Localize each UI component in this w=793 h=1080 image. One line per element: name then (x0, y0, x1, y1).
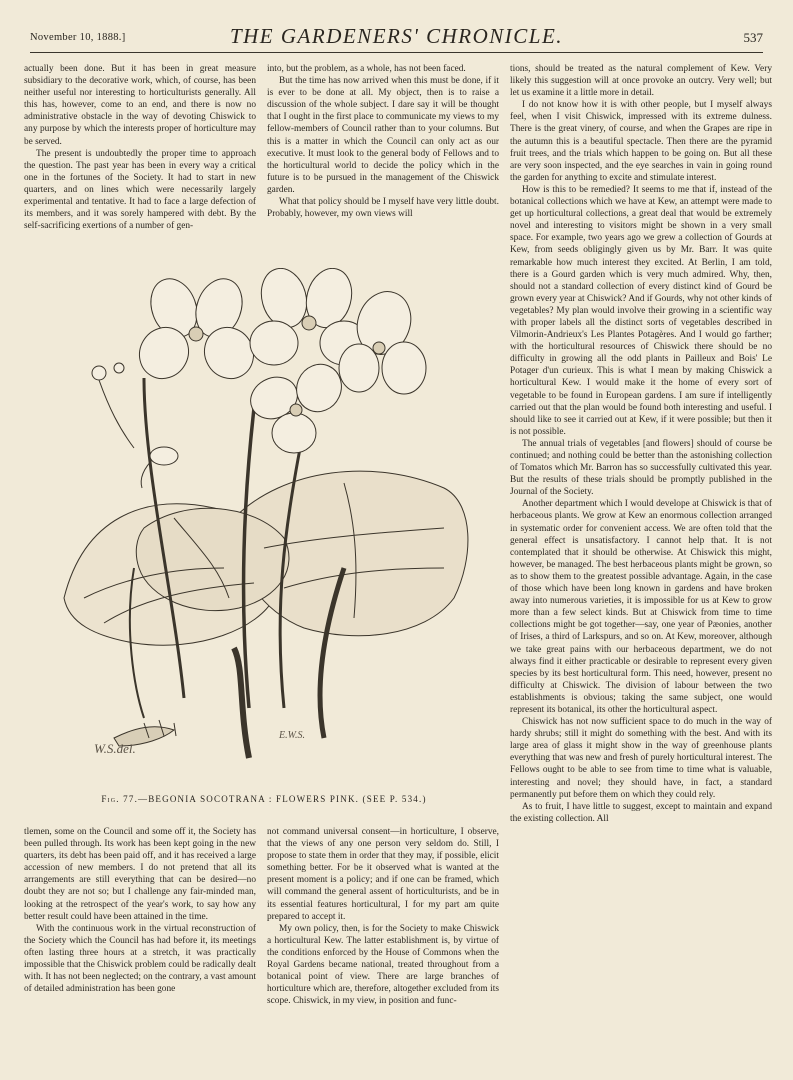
paragraph: Another department which I would develope at Chiswick is that of herbaceous plants. We grow at Kew an enormous collection arranged in systematic order for convenient access. We are often told that the general effect is unsatisfactory. I cannot help that. It is not contemplated that it should be otherwise. At Chiswick this might, however, be managed. The best herbaceous plants might be grown, so as to show them to the greatest possible advantage. Again, in the case of those which have been long known in gardens and have broken away into numerous varieties, it is impossible for us at Kew to grow more than a few select kinds. But at Chiswick from time to time collections might be got together—say, one year of Pæonies, another of Irises, a third of Larkspurs, and so on. At Kew, moreover, although we take great pains with our herbaceous department, we do not always find it either practicable or desirable to represent every given species by its best horticultural form. This need, however, present no difficulty at Chiswick. The division of labour between the two establishments is obvious; taking the same subject, one would represent its botanical, its other the horticultural aspect. (510, 499, 772, 715)
masthead-title: THE GARDENERS' CHRONICLE. (229, 24, 564, 48)
paragraph: How is this to be remedied? It seems to me that if, instead of the botanical collections which we have at Kew, an attempt were made to get up horticultural collections, a great deal that would be extremely novel and interesting to visitors might be shown in a very small space. For example, two years ago we grew a collection of Gourds at Kew, from seeds obligingly given us by Mr. Barr. It was quite remarkable how much interest they excited. At Berlin, I am told, there is a Gourd garden which is very much admired. Why, then, should not a standard collection of every distinct kind of Gourd be grown every year at Chiswick? And if Gourds, why not other kinds of vegetables? My plan would involve their growing in a scientific way with proper labels all the distinct sorts of vegetables described in Vilmorin-Andrieux's Les Plantes Potagères. And I would go farther; with the horticultural resources of Chiswick there should be no difficulty in growing all the odd plants in Pailleux and Bois' Le Potager d'un curieux. This is what I mean by making Chiswick a horticultural Kew. I would make it the home of every sort of vegetable to be found in European gardens. I am sure if intelligently carried out that the plan would be found both interesting and useful. I should like to see it carried out at Kew, if it were possible; but then it is not possible. (510, 184, 772, 437)
paragraph: As to fruit, I have little to suggest, except to maintain and expand the existing collection. All (510, 801, 772, 824)
column-3 (510, 63, 772, 825)
issue-date: November 10, 1888.] (30, 32, 126, 43)
paragraph: I do not know how it is with other people, but I myself always feel, when I visit Chiswick, impressed with its extreme dulness. There is the great vinery, of course, and when the Grapes are ripe in the autumn this is a beautiful spectacle. Then there are the pyramid fruit trees, and the trials which happen to be going on. But all these are very soon inspected, and the eye searches in vain in going round the garden for anything to excite and stimulate interest. (510, 100, 772, 183)
column-2-top (267, 63, 499, 220)
illustrator-signature-left: W.S.del. (94, 741, 136, 756)
paragraph: But the time has now arrived when this must be done, if it is ever to be done at all. My object, then is to raise a discussion of the whole subject. I dare say it will be thought that I ought in the first place to communicate my views to my fellow-members of Council rather than to your columns. But this is a matter in which the Council can only act as our executive. It must look to the general body of Fellows and to the horticultural world to decide the policy which in the future is to be pursued in the management of the Chiswick garden. (267, 76, 499, 195)
flower-4 (244, 357, 349, 453)
begonia-drawing (24, 268, 504, 783)
paragraph: The annual trials of vegetables [and flowers] should of course be continued; and nothing could be better than the astonishing collection of Tomatos which Mr. Barron has so successfully cultivated this year. But the results of these trials should be promptly published in the Journal of the Society. (510, 438, 772, 498)
paragraph: into, but the problem, as a whole, has not been faced. (267, 64, 466, 74)
caption-body: BEGONIA SOCOTRANA : FLOWERS PINK. (SEE P. 534.) (148, 794, 427, 804)
leaf-group (64, 268, 468, 758)
figure-caption (24, 794, 504, 804)
paragraph: My own policy, then, is for the Society to make Chiswick a horticultural Kew. The latter establishment is, by virtue of the conditions enforced by the House of Commons when the Royal Gardens became national, treated throughout from a botanical point of view. There are large branches of horticulture which are, therefore, altogether excluded from its scope. Chiswick, in my view, in position and func- (267, 923, 499, 1007)
engraver-signature-right: E.W.S. (279, 730, 306, 741)
paragraph: What that policy should be I myself have very little doubt. Probably, however, my own views will (267, 197, 499, 220)
paragraph: not command universal consent—in horticulture, I observe, that the views of any one person very seldom do. Still, I propose to state them in order that they may, if possible, elicit something better. For be it observed what is wanted at the present moment is a policy; and if one can be framed, which will command the general assent of horticulturists, and be in its essential features horticultural, I for my part am quite prepared to accept it. (267, 827, 499, 922)
page-number: 537 (743, 30, 763, 45)
paragraph: The present is undoubtedly the proper time to approach the question. The past year has been in every way a critical one in the fortunes of the Society. It had to start in new quarters, and on lines which were necessarily largely experimental and tentative. It had to face a large defection of its members, and it was sorely hampered with debt. By the self-sacrificing exertions of a number of gen- (24, 148, 256, 232)
flower-bud-small (92, 363, 178, 488)
paragraph: tlemen, some on the Council and some off it, the Society has been pulled through. Its work has been kept going in the new quarters, its debt has been paid off, and it has received a large accession of new members. I do not pretend that all its arrangements are still everything that can be desired—no doubt they are not so; but I challenge any fair-minded man, looking at the retrospect of the year's work, to say how any better result could have been attained in the time. (24, 827, 256, 922)
column-1-top (24, 63, 256, 232)
caption-prefix: Fig. 77.— (101, 794, 149, 804)
paragraph: With the continuous work in the virtual reconstruction of the Society which the Council has had before it, its meetings often lasting three hours at a stretch, it was practically impossible that the Chiswick problem could be radically dealt with. It has not been neglected; on the contrary, a vast amount of detailed administration has been gone (24, 923, 256, 995)
page-header (30, 22, 763, 53)
paragraph: actually been done. But it has been in great measure subsidiary to the decorative work, which, of course, has been neither useful nor interesting to horticulturists generally. All this has, however, come to an end, and there is now no administrative obstacle in the way of devoting Chiswick to any purpose by which the interests proper of horticulture may be served. (24, 64, 256, 147)
column-2-bottom (267, 826, 499, 1007)
flower-1 (130, 272, 263, 387)
paragraph: tions, should be treated as the natural complement of Kew. Very likely this suggestion will at once provoke an outcry. Very well; but let us examine it a little more in detail. (510, 64, 772, 99)
begonia-illustration (24, 268, 504, 783)
column-1-bottom (24, 826, 256, 995)
paragraph: Chiswick has not now sufficient space to do much in the way of hardy shrubs; still it might do something with the best. And with its large area of glass it might show in the way of greenhouse plants everything that was new and fresh of purely horticultural interest. The Fellows ought to be able to see from time to time what is valuable, interesting and novel; they should have, in fact, a standard permanently put before them on which they could rely. (510, 717, 772, 800)
